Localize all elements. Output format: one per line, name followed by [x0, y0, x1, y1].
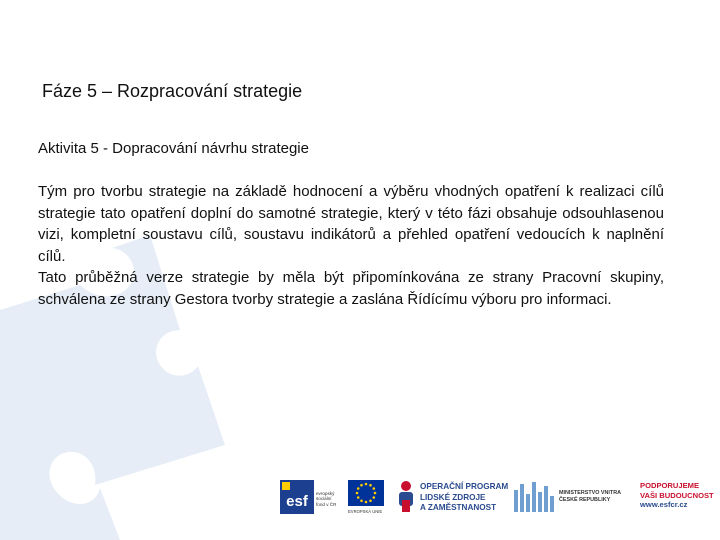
support-logo [640, 476, 718, 520]
esf-mark-text: esf [286, 493, 308, 510]
eu-caption: EVROPSKÁ UNIE [348, 509, 383, 514]
logo-bar [278, 476, 718, 520]
esf-line: sociální [316, 496, 332, 502]
op-caption [420, 482, 508, 514]
paragraph: Tato průběžná verze strategie by měla být připomínkována ze strany Pracovní skupiny, schválena ze strany Gestora tvorby strategie a zaslána Řídícímu výboru pro informaci. [38, 269, 664, 308]
ministry-bars-icon [514, 480, 556, 514]
ministry-caption [559, 490, 621, 504]
support-web-link: www.esfcr.cz [640, 500, 688, 510]
eu-flag-icon [348, 480, 384, 506]
op-line: A ZAMĚSTNANOST [420, 503, 497, 513]
esf-caption [316, 491, 344, 507]
ministry-line: ČESKÉ REPUBLIKY [559, 497, 611, 503]
esf-mark-icon [280, 480, 314, 514]
op-logo [395, 476, 507, 520]
op-line: LIDSKÉ ZDROJE [420, 492, 486, 502]
esf-line: evropský [316, 491, 335, 496]
support-line: PODPORUJEME [640, 481, 700, 490]
body-text [38, 181, 664, 310]
support-caption [640, 481, 714, 510]
slide-title: Fáze 5 – Rozpracování strategie [42, 81, 303, 101]
ministry-logo [514, 476, 632, 520]
paragraph: Tým pro tvorbu strategie na základě hodnocení a výběru vhodných opatření k realizaci cílů strategie tato opatření doplní do samotné strategie, který v této fázi obsahuje odsouhlasenou vizi, kompletní soustavu cílů, soustavu indikátorů a přehled opatření vedoucích k naplnění cílů. [38, 183, 664, 265]
esf-line: fond v ČR [316, 501, 337, 507]
esf-logo [278, 476, 340, 520]
op-people-icon [395, 480, 417, 514]
support-line: VAŠI BUDOUCNOST [640, 490, 714, 500]
op-line: OPERAČNÍ PROGRAM [420, 482, 509, 491]
activity-subtitle: Aktivita 5 - Dopracování návrhu strategie [38, 140, 309, 157]
ministry-line: MINISTERSTVO VNITRA [559, 490, 621, 496]
eu-logo [348, 476, 388, 520]
